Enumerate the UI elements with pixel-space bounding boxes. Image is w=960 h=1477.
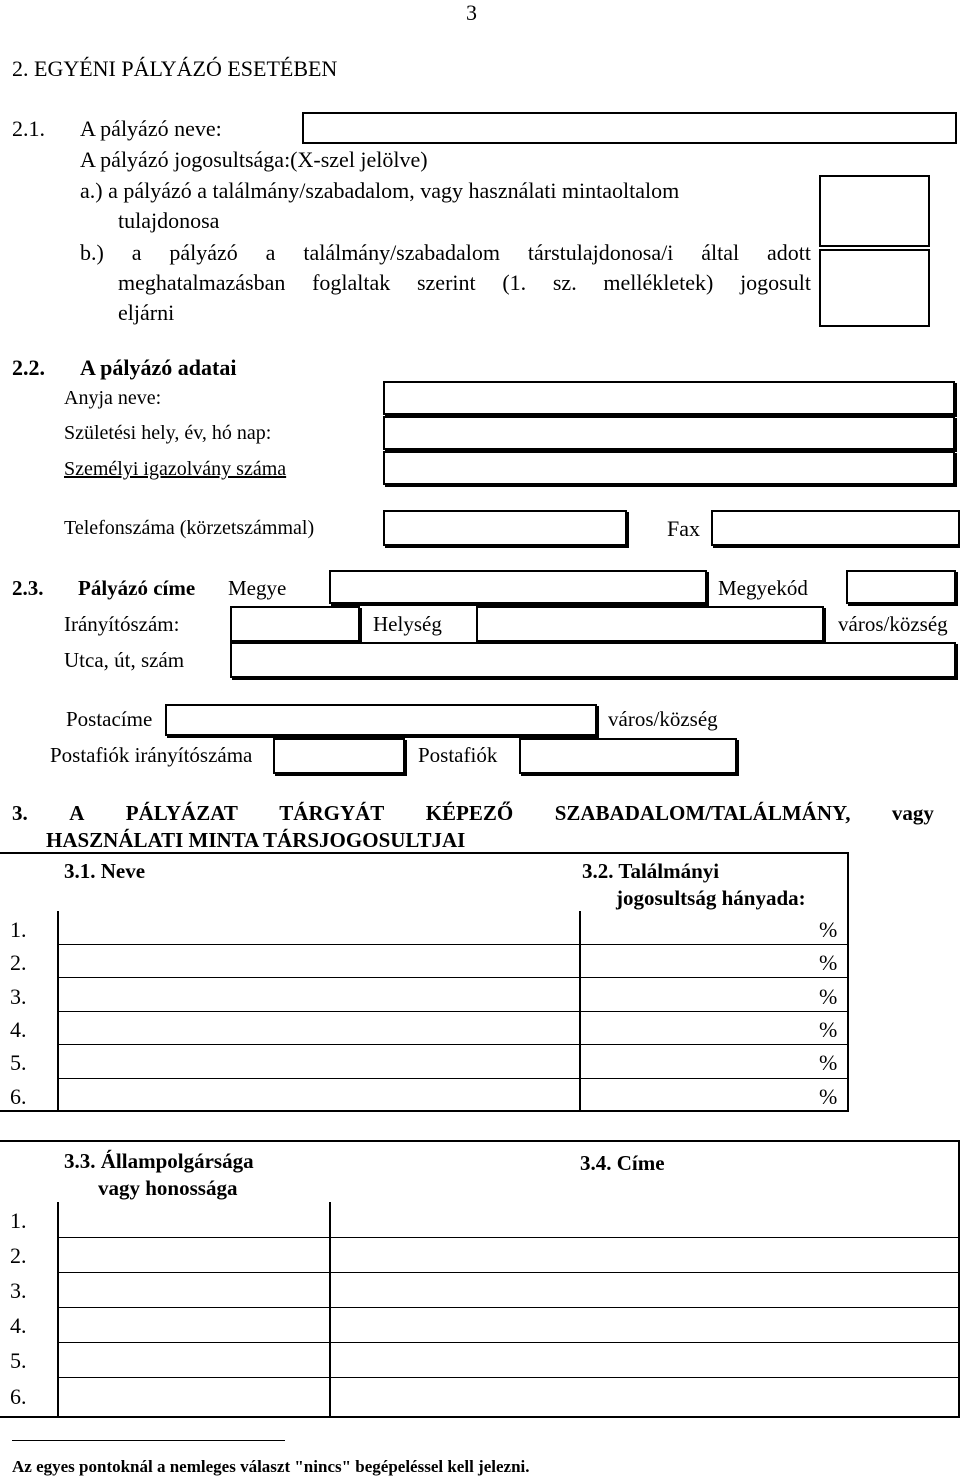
zip-field[interactable] [230,606,360,642]
table2-row-divider [57,1377,958,1378]
county-code-field[interactable] [846,570,956,604]
col-citizenship-header-line2: vagy honossága [98,1176,238,1200]
option-a-text-line2: tulajdonosa [118,208,220,233]
county-code-label: Megyekód [718,576,808,600]
col-share-header-line1: 3.2. Találmányi [582,859,720,883]
col-name-header: 3.1. Neve [64,859,146,883]
phone-label: Telefonszáma (körzetszámmal) [64,517,315,539]
percent-sign: % [819,984,838,1009]
section-2-2-number: 2.2. [12,355,45,380]
fax-field[interactable] [711,510,960,546]
locality-label: Helység [373,612,442,636]
table2-row-divider [57,1237,958,1238]
option-b-checkbox[interactable] [819,249,930,327]
locality-field[interactable] [476,606,824,642]
table2-row-number: 1. [10,1208,27,1233]
section-2-heading: 2. EGYÉNI PÁLYÁZÓ ESETÉBEN [12,56,338,81]
option-b-text-line3: eljárni [118,300,175,325]
section-2-3-number: 2.3. [12,576,44,600]
table2-row-number: 3. [10,1278,27,1303]
county-label: Megye [228,576,287,600]
table2-row-number: 2. [10,1243,27,1268]
percent-sign: % [819,1050,838,1075]
table1-row-divider [57,1078,849,1079]
percent-sign: % [819,1084,838,1109]
birth-data-label: Születési hely, év, hó nap: [64,422,272,444]
table1-row-divider [57,977,849,978]
table2-row-number: 6. [10,1384,27,1409]
option-a-text-line1: a.) a pályázó a találmány/szabadalom, vagy használati mintaoltalom [80,178,680,203]
table1-row-number: 5. [10,1050,27,1075]
footnote: Az egyes pontoknál a nemleges választ "nincs" begépeléssel kell jelezni. [12,1457,530,1476]
col-share-header-line2: jogosultság hányada: [616,886,806,910]
option-b-text-line2: meghatalmazásban foglaltak szerint (1. sz. mellékletek) jogosult [118,270,811,295]
po-box-zip-field[interactable] [273,738,405,774]
table1-row-number: 1. [10,917,27,942]
table1-row-number: 6. [10,1084,27,1109]
col-citizenship-header-line1: 3.3. Állampolgársága [64,1149,254,1173]
id-card-label: Személyi igazolvány száma [64,458,287,480]
county-field[interactable] [329,570,707,604]
table2-column-divider [57,1202,59,1416]
table1-row-divider [57,1044,849,1045]
col-address-header: 3.4. Címe [580,1151,665,1175]
applicant-data-title: A pályázó adatai [80,355,237,380]
table1-row-number: 4. [10,1017,27,1042]
percent-sign: % [819,950,838,975]
city-town-label: város/község [838,612,948,636]
table1-row-divider [57,944,849,945]
address-title: Pályázó címe [78,576,196,600]
footnote-separator [12,1440,285,1441]
id-card-field[interactable] [383,451,955,485]
section-3-heading-line2: HASZNÁLATI MINTA TÁRSJOGOSULTJAI [46,828,466,852]
section-3-heading-line1: 3. A PÁLYÁZAT TÁRGYÁT KÉPEZŐ SZABADALOM/TALÁLMÁNY, vagy [12,801,934,825]
table2-row-number: 4. [10,1313,27,1338]
postal-city-town-label: város/község [608,707,718,731]
entitlement-label: A pályázó jogosultsága:(X-szel jelölve) [80,147,428,172]
table2-row-divider [57,1342,958,1343]
page-number: 3 [466,0,477,25]
birth-data-field[interactable] [383,416,955,450]
mother-name-field[interactable] [383,381,955,415]
percent-sign: % [819,1017,838,1042]
street-label: Utca, út, szám [64,648,185,672]
option-b-text-line1: b.) a pályázó a találmány/szabadalom társtulajdonosa/i által adott [80,240,811,265]
street-field[interactable] [230,642,956,678]
postal-address-label: Postacíme [66,707,153,731]
table1-row-divider [57,1011,849,1012]
po-box-zip-label: Postafiók irányítószáma [50,743,253,767]
zip-label: Irányítószám: [64,612,180,636]
table1-row-number: 3. [10,984,27,1009]
table2-row-divider [57,1272,958,1273]
table2-row-divider [57,1307,958,1308]
table2-column-divider [329,1202,331,1416]
postal-address-field[interactable] [165,704,597,736]
table1-row-number: 2. [10,950,27,975]
section-2-1-number: 2.1. [12,116,45,141]
mother-name-label: Anyja neve: [64,387,162,409]
fax-label: Fax [667,516,700,541]
table2-row-number: 5. [10,1348,27,1373]
applicant-name-field[interactable] [302,112,957,144]
applicant-name-label: A pályázó neve: [80,116,222,141]
po-box-label: Postafiók [418,743,498,767]
po-box-field[interactable] [519,738,737,774]
option-a-checkbox[interactable] [819,175,930,247]
phone-field[interactable] [383,510,627,546]
percent-sign: % [819,917,838,942]
